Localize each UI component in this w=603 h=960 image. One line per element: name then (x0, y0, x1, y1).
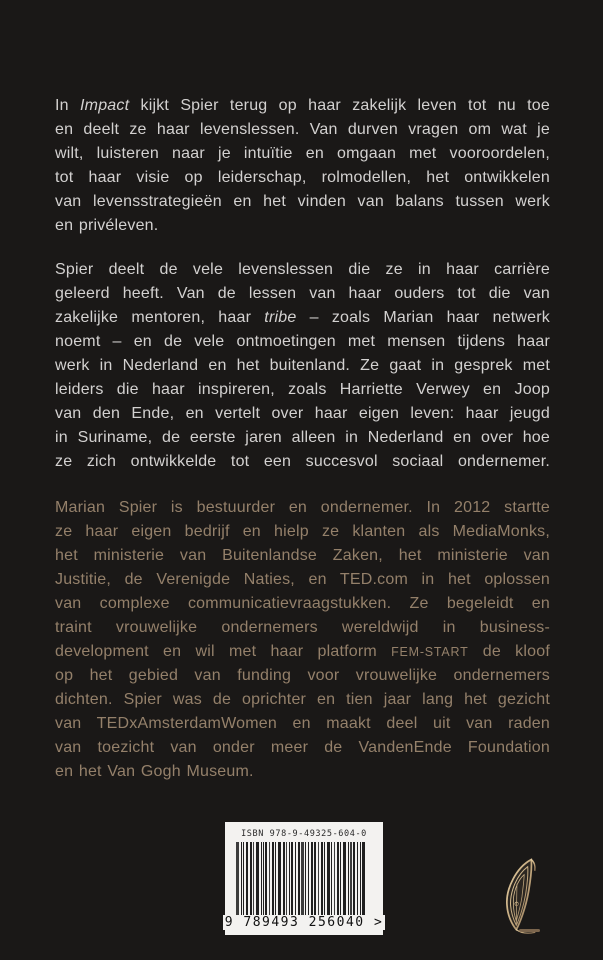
barcode-bar (241, 842, 242, 926)
barcode-bar (298, 842, 300, 926)
barcode-bar (318, 842, 319, 926)
text-line: en privéleven. (55, 217, 159, 234)
barcode-bar (272, 842, 274, 926)
barcode-bar (295, 842, 296, 926)
paragraph (55, 94, 550, 238)
text-line: van toezicht van onder meer de VandenEnde Foundation (55, 739, 550, 756)
barcode-bar (291, 842, 293, 926)
text-line: werk in Nederland en het buitenland. Ze gaat in gesprek met (55, 357, 550, 374)
text-line: en het Van Gogh Museum. (55, 763, 254, 780)
text-line: van complexe communicatievraagstukken. Ze begeleidt en (55, 595, 550, 612)
text-line: wilt, luisteren naar je intuïtie en omgaan met vooroordelen, (55, 145, 550, 162)
barcode-bar (353, 842, 355, 926)
barcode-bar (311, 842, 313, 926)
paragraph (55, 258, 550, 474)
blurb-text (55, 94, 550, 784)
barcode-bar (340, 842, 341, 926)
barcode-bar (236, 842, 239, 926)
text-line: zakelijke mentoren, haar tribe – zoals Marian haar netwerk (55, 309, 551, 326)
barcode-bar (256, 842, 259, 926)
barcode-bars (236, 842, 372, 926)
text-line: geleerd heeft. Van de lessen van haar ouders tot die van (55, 285, 550, 302)
barcode-bar (246, 842, 248, 926)
text-line: traint vrouwelijke ondernemers wereldwijd in business- (55, 619, 550, 636)
text-line: het ministerie van Buitenlandse Zaken, het ministerie van (55, 547, 550, 564)
barcode-bar (269, 842, 270, 926)
text-line: van den Ende, en vertelt over haar eigen leven: haar jeugd (55, 405, 550, 422)
text-line: en deelt ze haar levenslessen. Van durven vragen om wat je (55, 121, 550, 138)
barcode-bar (360, 842, 361, 926)
text-line: van TEDxAmsterdamWomen en maakt deel uit van raden (55, 715, 550, 732)
barcode-bar (243, 842, 244, 926)
isbn-number: ISBN 978-9-49325-604-0 (241, 829, 367, 839)
barcode-bar (253, 842, 254, 926)
text-line: van levensstrategieën en het vinden van balans tussen werk (55, 193, 550, 210)
barcode-bar (324, 842, 325, 926)
barcode-digits: 9 789493 256040 > (224, 915, 384, 930)
barcode-bar (278, 842, 281, 926)
barcode-bar (350, 842, 352, 926)
barcode-bar (286, 842, 287, 926)
barcode-bar (265, 842, 267, 926)
barcode-bar (362, 842, 365, 926)
barcode-bar (283, 842, 285, 926)
text-line: in Suriname, de eerste jaren alleen in Nederland en over hoe (55, 429, 550, 446)
barcode-bar (337, 842, 339, 926)
logo-underline (519, 929, 540, 932)
barcode-bar (357, 842, 358, 926)
text-line: ze haar eigen bedrijf en hielp ze klanten als MediaMonks, (55, 523, 550, 540)
barcode-bar (289, 842, 290, 926)
barcode (225, 822, 383, 935)
text-line: development en wil met haar platform FEM-START de kloof (55, 643, 550, 660)
paragraph (55, 496, 550, 784)
barcode-bar (261, 842, 262, 926)
barcode-bar (314, 842, 316, 926)
text-line: In Impact kijkt Spier terug op haar zakelijk leven tot nu toe (55, 97, 551, 114)
barcode-bar (263, 842, 264, 926)
text-line: Justitie, de Verenigde Naties, en TED.com in het oplossen (55, 571, 550, 588)
barcode-bar (308, 842, 309, 926)
barcode-bar (343, 842, 346, 926)
barcode-bar (327, 842, 330, 926)
barcode-bar (321, 842, 323, 926)
barcode-bar (348, 842, 349, 926)
text-line: Marian Spier is bestuurder en ondernemer. In 2012 startte (55, 499, 550, 516)
text-line: Spier deelt de vele levenslessen die ze in haar carrière (55, 261, 550, 278)
barcode-bar (301, 842, 304, 926)
text-line: noemt – en de vele ontmoetingen met mensen tijdens haar (55, 333, 550, 350)
text-line: dichten. Spier was de oprichter en tien jaar lang het gezicht (55, 691, 550, 708)
barcode-bar (250, 842, 252, 926)
barcode-bar (331, 842, 332, 926)
barcode-bar (305, 842, 306, 926)
text-line: leiders die haar inspireren, zoals Harriette Verwey en Joop (55, 381, 550, 398)
text-line: ze zich ontwikkelde tot een succesvol sociaal ondernemer. (55, 453, 550, 470)
barcode-bar (275, 842, 276, 926)
barcode-bar (334, 842, 335, 926)
text-line: tot haar visie op leiderschap, rolmodellen, het ontwikkelen (55, 169, 550, 186)
text-line: op het gebied van funding voor vrouwelijke ondernemers (55, 667, 550, 684)
